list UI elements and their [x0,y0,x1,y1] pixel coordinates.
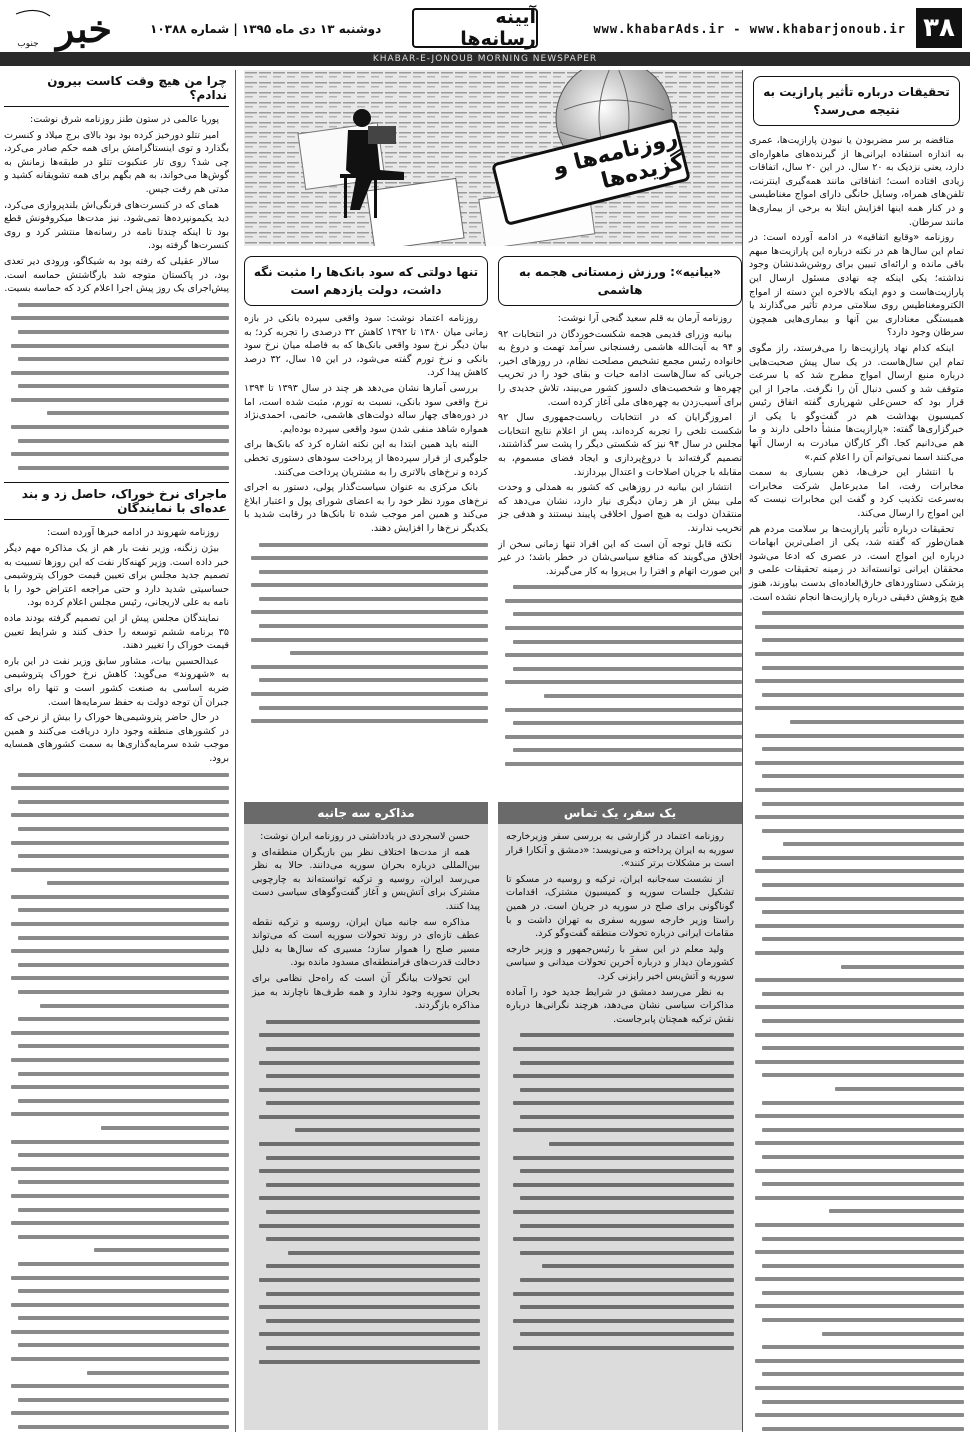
text-continuation [506,1028,734,1354]
bank-interest-story [244,256,488,796]
text-line [4,393,229,407]
paragraph: همای که در کنسرت‌های فرنگی‌اش بلندپروازی می‌کرد، دید یکیمونپرده‌ها تمی‌شود. نیز مدت‌ها میکروفونش قطع بود تا اینکه چندتا نامه در رسانه‌ها منتشر کرد و روی کنسرت‌ها گرفته بود. [4,199,229,252]
hashemi-story-title: «بیانیه»: ورزش زمستانی هجمه به هاشمی [498,256,742,306]
hero-caption: روزنامه‌ها و گزیده‌ها [491,118,691,226]
text-line [506,1259,734,1273]
text-line [244,660,488,674]
right-column [742,70,964,1432]
text-line [749,810,964,824]
text-line [4,1080,229,1094]
text-line [749,1191,964,1205]
cassette-story-body [4,113,229,474]
hero-illustration [244,70,742,246]
paragraph: با انتشار این حرف‌ها، ذهن بسیاری به سمت مخابرات رفت، اما مدیرعامل شرکت مخابرات به‌سرعت تکذیب کرد و گفت این مخابرات نیست که این امواج را ارسال می‌کند. [749,467,964,520]
text-line [252,1232,480,1246]
text-line [252,1300,480,1314]
text-line [498,580,742,594]
text-line [506,1341,734,1355]
text-line [252,1069,480,1083]
text-line [4,1053,229,1067]
text-line [4,971,229,985]
text-line [749,1041,964,1055]
subhead-bar: KHABAR-E-JONOUB MORNING NEWSPAPER [0,52,970,66]
text-line [498,648,742,662]
text-line [749,1218,964,1232]
text-line [4,1311,229,1325]
text-line [4,461,229,475]
text-line [749,620,964,634]
text-line [4,1393,229,1407]
text-line [252,1137,480,1151]
text-line [252,1314,480,1328]
text-line [749,1313,964,1327]
paragraph: بانک مرکزی به عنوان سیاست‌گذار پولی، دستور به اجرای نرخ‌های مورد نظر خود را به اعضای شورای پول و اعتبار ابلاغ می‌کند و همین امر موجب شده تا بانک‌ها در رقابت شدید با یکدیگر نرخ‌ها را افزایش دهند. [244,482,488,534]
text-line [252,1341,480,1355]
paragraph: حسن لاسجردی در یادداشتی در روزنامه ایران نوشت: [260,831,470,842]
text-line [498,703,742,717]
text-line [749,1327,964,1341]
feedstock-story-title: ماجرای نرخ خوراک، حاصل زد و بند عده‌ای با نمایندگان [4,482,229,520]
text-line [749,1164,964,1178]
text-line [4,1325,229,1339]
text-line [4,1352,229,1366]
paragraph: نکته قابل توجه آن است که این افراد تنها زمانی سخن از اخلاق می‌گویند که منافع سیاسی‌شان در خطر باشد؛ در غیر این صورت اتهام و افترا را بی‌پروا به کار می‌گیرند. [498,538,742,577]
text-line [4,1203,229,1217]
text-line [244,673,488,687]
text-line [4,863,229,877]
text-line [4,1094,229,1108]
text-line [4,795,229,809]
text-continuation [749,606,964,1432]
text-line [749,851,964,865]
text-line [4,1379,229,1393]
text-line [506,1191,734,1205]
text-line [749,688,964,702]
text-line [749,729,964,743]
text-line [506,1137,734,1151]
hashemi-story [498,256,742,796]
text-line [749,797,964,811]
text-line [749,892,964,906]
text-line [506,1069,734,1083]
text-continuation [498,580,742,770]
logo-text: خبر [56,6,112,51]
text-line [4,298,229,312]
text-line [749,1381,964,1395]
text-line [749,1422,964,1432]
text-line [4,1420,229,1432]
text-line [4,1271,229,1285]
text-line [4,1284,229,1298]
paragraph: ولید معلم در این سفر با رئیس‌جمهور و وزیر خارجه کشورمان دیدار و درباره آخرین تحولات میدانی و سیاسی سوریه و آتش‌بس اخیر رایزنی کرد. [506,943,734,982]
text-line [4,352,229,366]
text-line [749,905,964,919]
text-line [4,1121,229,1135]
text-line [749,1014,964,1028]
text-line [244,605,488,619]
text-line [506,1205,734,1219]
text-line [252,1327,480,1341]
text-line [749,783,964,797]
text-line [749,1028,964,1042]
text-line [749,1000,964,1014]
text-line [506,1287,734,1301]
text-line [4,903,229,917]
text-line [749,878,964,892]
text-line [4,406,229,420]
text-line [244,538,488,552]
syria-trip-feature-body [498,824,742,1361]
text-line [252,1123,480,1137]
section-title: آیینه رسانه‌ها [412,8,538,48]
text-line [749,1150,964,1164]
text-line [4,1107,229,1121]
text-line [749,864,964,878]
text-line [506,1246,734,1260]
text-line [749,1082,964,1096]
text-line [4,325,229,339]
text-line [506,1151,734,1165]
paragraph: به نظر می‌رسد دمشق در شرایط جدید خود را آماده مذاکرات سیاسی نشان می‌دهد، هرچند نگرانی‌ها درباره نقش ترکیه همچنان پابرجاست. [506,986,734,1025]
text-line [749,973,964,987]
text-line [749,701,964,715]
text-line [4,434,229,448]
text-line [4,768,229,782]
text-line [244,633,488,647]
text-line [252,1096,480,1110]
trilateral-talks-feature [244,802,488,1430]
text-line [244,646,488,660]
text-line [4,379,229,393]
text-line [749,1367,964,1381]
paragraph: روزنامه شهروند در ادامه خبرها آورده است: [47,527,219,539]
text-line [252,1191,480,1205]
text-line [4,917,229,931]
text-line [749,1286,964,1300]
text-line [749,1068,964,1082]
text-continuation [252,1015,480,1368]
paragraph: همه از مدت‌ها اختلاف نظر بین بازیگران منطقه‌ای و بین‌المللی درباره بحران سوریه می‌دانند. حالا به نظر می‌رسد ایران، روسیه و ترکیه توانسته‌اند به چارچوبی مشترک برای آتش‌بس و آغاز گفت‌وگوهای سیاسی دست پیدا کنند. [252,846,480,912]
text-line [506,1042,734,1056]
text-continuation [244,538,488,728]
text-line [506,1083,734,1097]
text-line [498,607,742,621]
text-line [749,1408,964,1422]
text-line [4,1039,229,1053]
text-line [4,447,229,461]
text-line [749,1299,964,1313]
paragraph: عبدالحسین بیات، مشاور سابق وزیر نفت در این باره به «شهروند» می‌گوید: کاهش نرخ خوراک پتروشیمی ضربه اساسی به صنعت کشور است و تنها راه برای جبران آن توجه دولت به حفظ سرمایه‌ها است. [4,655,229,708]
text-line [4,1230,229,1244]
paragraph: سالار عقیلی که رفته بود به شیکاگو، ورودی دیر تعدی بود، در پاکستان متوجه شد بارگاشتش حماسه است. پیش‌اجرای یک روز پیش اجرا اعلام کرد که حماسه بسیت. [4,255,229,295]
page-number: ۳۸ [916,8,962,48]
text-line [252,1083,480,1097]
text-line [498,675,742,689]
text-line [498,621,742,635]
bank-interest-story-title: تنها دولتی که سود بانک‌ها را مثبت نگه داشت، دولت یازدهم است [244,256,488,306]
text-line [749,1177,964,1191]
text-line [4,366,229,380]
text-line [4,420,229,434]
paragraph: روزنامه «وقایع اتفاقیه» در ادامه آورده است: در تمام این سال‌ها هم در نکته درباره این پارازیت‌ها مبهم باقی مانده و ارائه‌ای تبیین برای روشن‌شدنشان وجود نداشته؛ یکی اینکه چه نهادی مسئول ارسال این پارازیت‌هاست و دوم اینکه بالاخره این دسته از امواج الکترومغناطیس روی سلامتی مردم تأثیر می‌گذارند یا همبستگی معناداری بین آنها و بیماری‌هایی همچون سرطان وجود دارد؟ [749,232,964,339]
text-line [498,743,742,757]
text-line [244,592,488,606]
middle-section [244,70,742,1432]
text-line [4,876,229,890]
text-line [749,932,964,946]
text-line [749,960,964,974]
text-line [4,890,229,904]
paragraph: انتشار این بیانیه در روزهایی که کشور به همدلی و وحدت ملی بیش از هر زمان دیگری نیاز دارد، نشان می‌دهد که منتقدان دولت به هیچ اصول اخلاقی پایبند نیستند و هدفی جز تخریب ندارند. [498,482,742,534]
text-line [749,1136,964,1150]
text-line [4,985,229,999]
text-line [4,1135,229,1149]
text-line [4,958,229,972]
text-line [4,836,229,850]
text-line [244,714,488,728]
text-line [749,987,964,1001]
trilateral-talks-feature-title: مذاکره سه جانبه [244,802,488,824]
text-line [498,716,742,730]
text-line [252,1246,480,1260]
paragraph: متاقضه بر سر مضربودن یا نبودن پارازیت‌ها، عمری به اندازه استفاده ایرانی‌ها از گیرنده‌های ماهواره‌ای دارد، یعنی نزدیک به ۲۰ سال. در این ۲۰ سال، اتفاقات زیادی افتاده است؛ اتفاقاتی مانند همه‌گیری اینترنت، تلفن‌های همراه، وسایل خانگی دارای امواج مغناطیسی و در کنار همه اینها افزایش ابتلا به برخی از بیماری‌ها مانند سرطان. [749,135,964,228]
text-line [252,1273,480,1287]
text-line [498,662,742,676]
text-line [506,1096,734,1110]
hashemi-story-body [498,312,742,771]
paragraph: تحقیقات درباره تأثیر پارازیت‌ها بر سلامت مردم هم همان‌طور که گفته شد، یکی از اصلی‌ترین ابهامات درباره این امواج است. در عصری که ادعا می‌شود محققان ایرانی توانسته‌اند در زمینه تحقیقات علمی و پزشکی دستاوردهای خارق‌العاده‌ای بدست بیاورند، هنوز هیچ پژوهش دقیقی درباره پارازیت‌ها انجام نشده است. [749,523,964,603]
paragraph: از نشست سه‌جانبه ایران، ترکیه و روسیه در مسکو تا تشکیل جلسات سوریه و کمیسیون مشترک، اقدامات گوناگونی برای صلح در سوریه در جریان است. در همین راستا وزیر خارجه سوریه سفری به تهران داشت و با مقامات ایرانی درباره تحولات منطقه گفت‌وگو کرد. [506,873,734,940]
text-line [4,849,229,863]
text-line [252,1259,480,1273]
text-line [498,757,742,771]
text-line [244,551,488,565]
text-line [4,1067,229,1081]
text-line [506,1314,734,1328]
text-line [4,1012,229,1026]
text-line [506,1056,734,1070]
text-continuation [4,298,229,475]
text-line [4,944,229,958]
text-line [749,824,964,838]
paragraph: بیژن زنگنه، وزیر نفت بار هم از یک مذاکره مهم دیگر خبر داده است. وزیر کهنه‌کار نفت که این روزها تسبیت به تصمیم جدید مجلس برای تعیین قیمت خوراک پتروشیمی حساسیتی شدید دارد و حتی مراجعه اعتراض خود را با نامه به علی لاریجانی، رئیس مجلس اعلام کرده بود. [4,543,229,609]
text-line [506,1110,734,1124]
text-line [749,606,964,620]
text-line [506,1028,734,1042]
text-line [749,946,964,960]
text-line [4,1026,229,1040]
text-line [749,1204,964,1218]
text-line [4,1175,229,1189]
text-line [506,1219,734,1233]
text-line [506,1273,734,1287]
text-line [749,1096,964,1110]
text-line [252,1028,480,1042]
text-line [4,1338,229,1352]
text-line [244,578,488,592]
cassette-story-title: چرا من هیچ وقت کاست بیرون ندادم؟ [4,70,229,107]
text-line [506,1178,734,1192]
text-line [749,1340,964,1354]
text-line [4,1366,229,1380]
text-line [749,1354,964,1368]
paragraph: پوریا عالمی در ستون طنز روزنامه شرق نوشت: [30,114,219,125]
text-line [498,730,742,744]
text-line [749,837,964,851]
text-line [4,808,229,822]
paragraph: روزنامه اعتماد در گزارشی به بررسی سفر وزیرخارجه سوریه به ایران پرداخته و می‌نویسد: «دمشق و آنکارا قرار است بر مشکلات برتر کنند». [506,831,734,870]
text-line [244,701,488,715]
text-line [4,1257,229,1271]
text-line [4,781,229,795]
text-line [252,1355,480,1369]
text-line [498,594,742,608]
text-line [4,1298,229,1312]
text-line [4,1243,229,1257]
text-line [4,1162,229,1176]
syria-trip-feature [498,802,742,1430]
text-line [244,565,488,579]
paragraph: امیر تتلو دورخیز کرده بود بود بالای برج میلاد و کنسرت بگذارد و توی اینستاگرامش برای همه حکم صادر می‌کرد، چی شد؟ روی تار عنکبوت تتلو در طبقه‌ها زمانش به گوش‌ها می‌خواند، به هم بگهم برای همه تشویقانه کشید و مدتی هم رفت جیس. [4,129,229,195]
parasite-research-body [749,134,964,1432]
website-urls[interactable]: www.khabarAds.ir - www.khabarjonoub.ir [593,22,906,36]
feedstock-story-body [4,526,229,1432]
left-column [4,70,236,1432]
text-line [506,1123,734,1137]
text-line [4,1216,229,1230]
paragraph: البته باید همین ابتدا به این نکته اشاره کرد که بانک‌ها برای جلوگیری از فرار سپرده‌ها از پرداخت سودهای دستوری تخطی کرده و نرخ‌های بالاتری را به مشتریان پرداخت می‌کنند. [244,439,488,478]
text-line [749,715,964,729]
paragraph: در حال حاضر پتروشیمی‌ها خوراک را بیش از نرخی که در کشورهای منطقه وجود دارد دریافت می‌کنند و همین موجب شده سرمایه‌گذاری‌ها به سمت کشورهای همسایه برود. [4,712,229,764]
text-line [252,1151,480,1165]
text-line [506,1300,734,1314]
text-line [749,674,964,688]
logo-subtext: جنوب [17,39,39,49]
text-line [252,1056,480,1070]
text-line [252,1287,480,1301]
trilateral-talks-feature-body [244,824,488,1374]
text-line [749,1109,964,1123]
paragraph: این تحولات بیانگر آن است که راه‌حل نظامی برای بحران سوریه وجود ندارد و همه طرف‌ها ناچارند به میز مذاکره بازگردند. [252,972,480,1012]
bank-interest-story-body [244,312,488,728]
parasite-research-title: تحقیقات درباره تأثیر پارازیت به نتیجه می‌رسد؟ [753,76,960,126]
text-line [749,1259,964,1273]
text-line [244,687,488,701]
text-line [4,1406,229,1420]
text-line [4,822,229,836]
masthead [0,0,970,66]
paragraph: روزنامه آرمان به قلم سعید گنجی آرا نوشت: [557,313,732,324]
text-line [749,919,964,933]
text-line [4,311,229,325]
text-line [749,1245,964,1259]
text-line [749,633,964,647]
text-line [749,769,964,783]
text-line [749,647,964,661]
newspaper-logo [6,4,128,52]
text-line [4,1148,229,1162]
text-line [506,1164,734,1178]
text-line [749,742,964,756]
text-line [749,1232,964,1246]
text-line [749,661,964,675]
text-line [498,689,742,703]
syria-trip-feature-title: یک سفر، یک تماس [498,802,742,824]
text-line [4,339,229,353]
paragraph: بررسی آمارها نشان می‌دهد هر چند در سال ۱۳۹۳ تا ۱۳۹۴ نرخ واقعی سود بانکی، نسبت به تورم، مثبت شده است، اما در دوره‌های چهار ساله دولت‌های هاشمی، خاتمی، احمدی‌نژاد همواره شاهد منفی شدن سود واقعی سپرده بوده‌ایم. [244,382,488,435]
text-line [252,1205,480,1219]
text-line [252,1015,480,1029]
text-line [252,1219,480,1233]
paragraph: بیانیه وزرای قدیمی هجمه شکست‌خوردگان در انتخابات ۹۲ و ۹۴ به آیت‌الله هاشمی رفسنجانی سرآمد تهمت و دروغ به خانواده رئیس مجمع تشخیص مصلحت نظام، در روزهای اخیر، جریانی که سال‌هاست ادامه حیات و بقای خود را در تخریب چهره‌ها و شخصیت‌های دلسوز کشور می‌بیند، تلاش جدیدی را برای آسیب‌زدن به چهره‌های ملی آغاز کرده است. [498,328,742,408]
paragraph: نمایندگان مجلس پیش از این تصمیم گرفته بودند ماده ۳۵ برنامه ششم توسعه را حذف کنند و شرایط تعیین قیمت خوراک را تغییر دهند. [4,613,229,652]
text-continuation [4,768,229,1432]
paragraph: اینکه کدام نهاد پارازیت‌ها را می‌فرستد، راز مگوی تمام این سال‌هاست. در یک سال پیش صحبت‌هایی درباره منبع ارسال امواج مطرح شد که با سرعت متوقف شد و کسی دنبال آن را نگرفت. ماجرا از این قرار بود که حسن‌علی شهریاری گفته اتفاق رئیس کمیسیون بهداشت هم در گفت‌وگو با یکی از خبرگزاری‌ها گفته: «پارازیت‌ها منشأ داخلی دارند و ما هم می‌دانیم کجا. اگر کارگان مبادرت به ارسال آنها می‌کنند اسما نمی‌توانم آن را اعلام کنم.» [749,342,964,463]
text-line [252,1042,480,1056]
text-line [749,1395,964,1409]
text-line [749,1123,964,1137]
paragraph: مذاکره سه جانبه میان ایران، روسیه و ترکیه نقطه عطف تازه‌ای در روند تحولات سوریه است که می‌تواند مسیر صلح را هموار سازد؛ مسیری که سال‌ها به دلیل دخالت قدرت‌های فرامنطقه‌ای مسدود مانده بود. [252,916,480,969]
issue-date-line: دوشنبه ۱۳ دی ماه ۱۳۹۵ | شماره ۱۰۳۸۸ [150,22,382,36]
text-line [506,1327,734,1341]
text-line [252,1110,480,1124]
text-line [4,931,229,945]
paragraph: روزنامه اعتماد نوشت: سود واقعی سپرده بانکی در بازه زمانی میان ۱۳۸۰ تا ۱۳۹۲ کاهش ۳۲ درصدی را تجربه کرد؛ به بیان دیگر نرخ سود واقعی بانک‌ها که به فاصله میان نرخ سود بانکی و نرخ تورم گفته می‌شود، در این ۱۵ سال، ۳۲ درصد کاهش پیدا کرد. [244,313,488,379]
text-line [749,756,964,770]
text-line [506,1232,734,1246]
text-line [749,1055,964,1069]
text-line [252,1164,480,1178]
text-line [252,1178,480,1192]
text-line [244,619,488,633]
text-line [4,1189,229,1203]
text-line [498,635,742,649]
paragraph: امروزگرایان که در انتخابات ریاست‌جمهوری سال ۹۲ شکست تلخی را تجربه کرده‌اند، پس از اعلام نتایج انتخابات مجلس در سال ۹۴ نیز که شکستی دیگر را پشت سر گذاشتند، تصمیم گرفته‌اند با دروغ‌پردازی و ایجاد فضای مسموم، به مقابله با جریان اصلاحات و اعتدال بپردازند. [498,412,742,478]
text-line [749,1272,964,1286]
text-line [4,999,229,1013]
